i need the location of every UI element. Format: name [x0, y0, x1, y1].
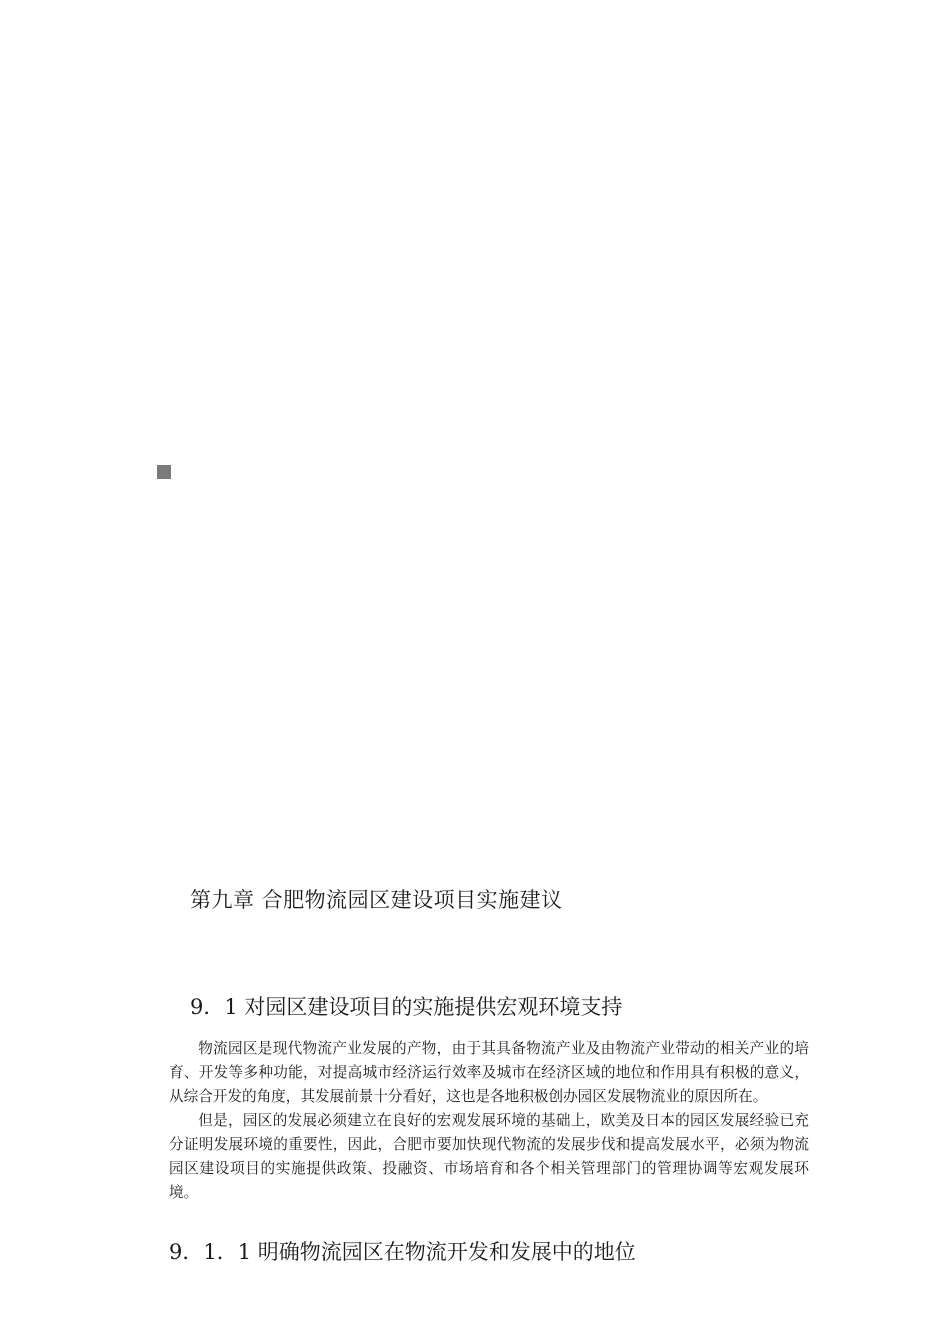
chapter-title: 第九章 合肥物流园区建设项目实施建议: [190, 888, 563, 912]
paragraph: 但是，园区的发展必须建立在良好的宏观发展环境的基础上，欧美及日本的园区发展经验已充分证明发展环境的重要性，因此，合肥市要加快现代物流的发展步伐和提高发展水平，必须为物流园区建设项目的实施提供政策、投融资、市场培育和各个相关管理部门的管理协调等宏观发展环境。: [169, 1112, 809, 1201]
body-text: [169, 1037, 809, 1205]
section-heading: 9．1 对园区建设项目的实施提供宏观环境支持: [190, 995, 623, 1019]
square-bullet-icon: [157, 465, 171, 479]
subsection-heading: 9．1．1 明确物流园区在物流开发和发展中的地位: [169, 1240, 636, 1264]
paragraph: 物流园区是现代物流产业发展的产物，由于其具备物流产业及由物流产业带动的相关产业的培育、开发等多种功能，对提高城市经济运行效率及城市在经济区域的地位和作用具有积极的意义，从综合开发的角度，其发展前景十分看好，这也是各地积极创办园区发展物流业的原因所在。: [169, 1040, 809, 1105]
